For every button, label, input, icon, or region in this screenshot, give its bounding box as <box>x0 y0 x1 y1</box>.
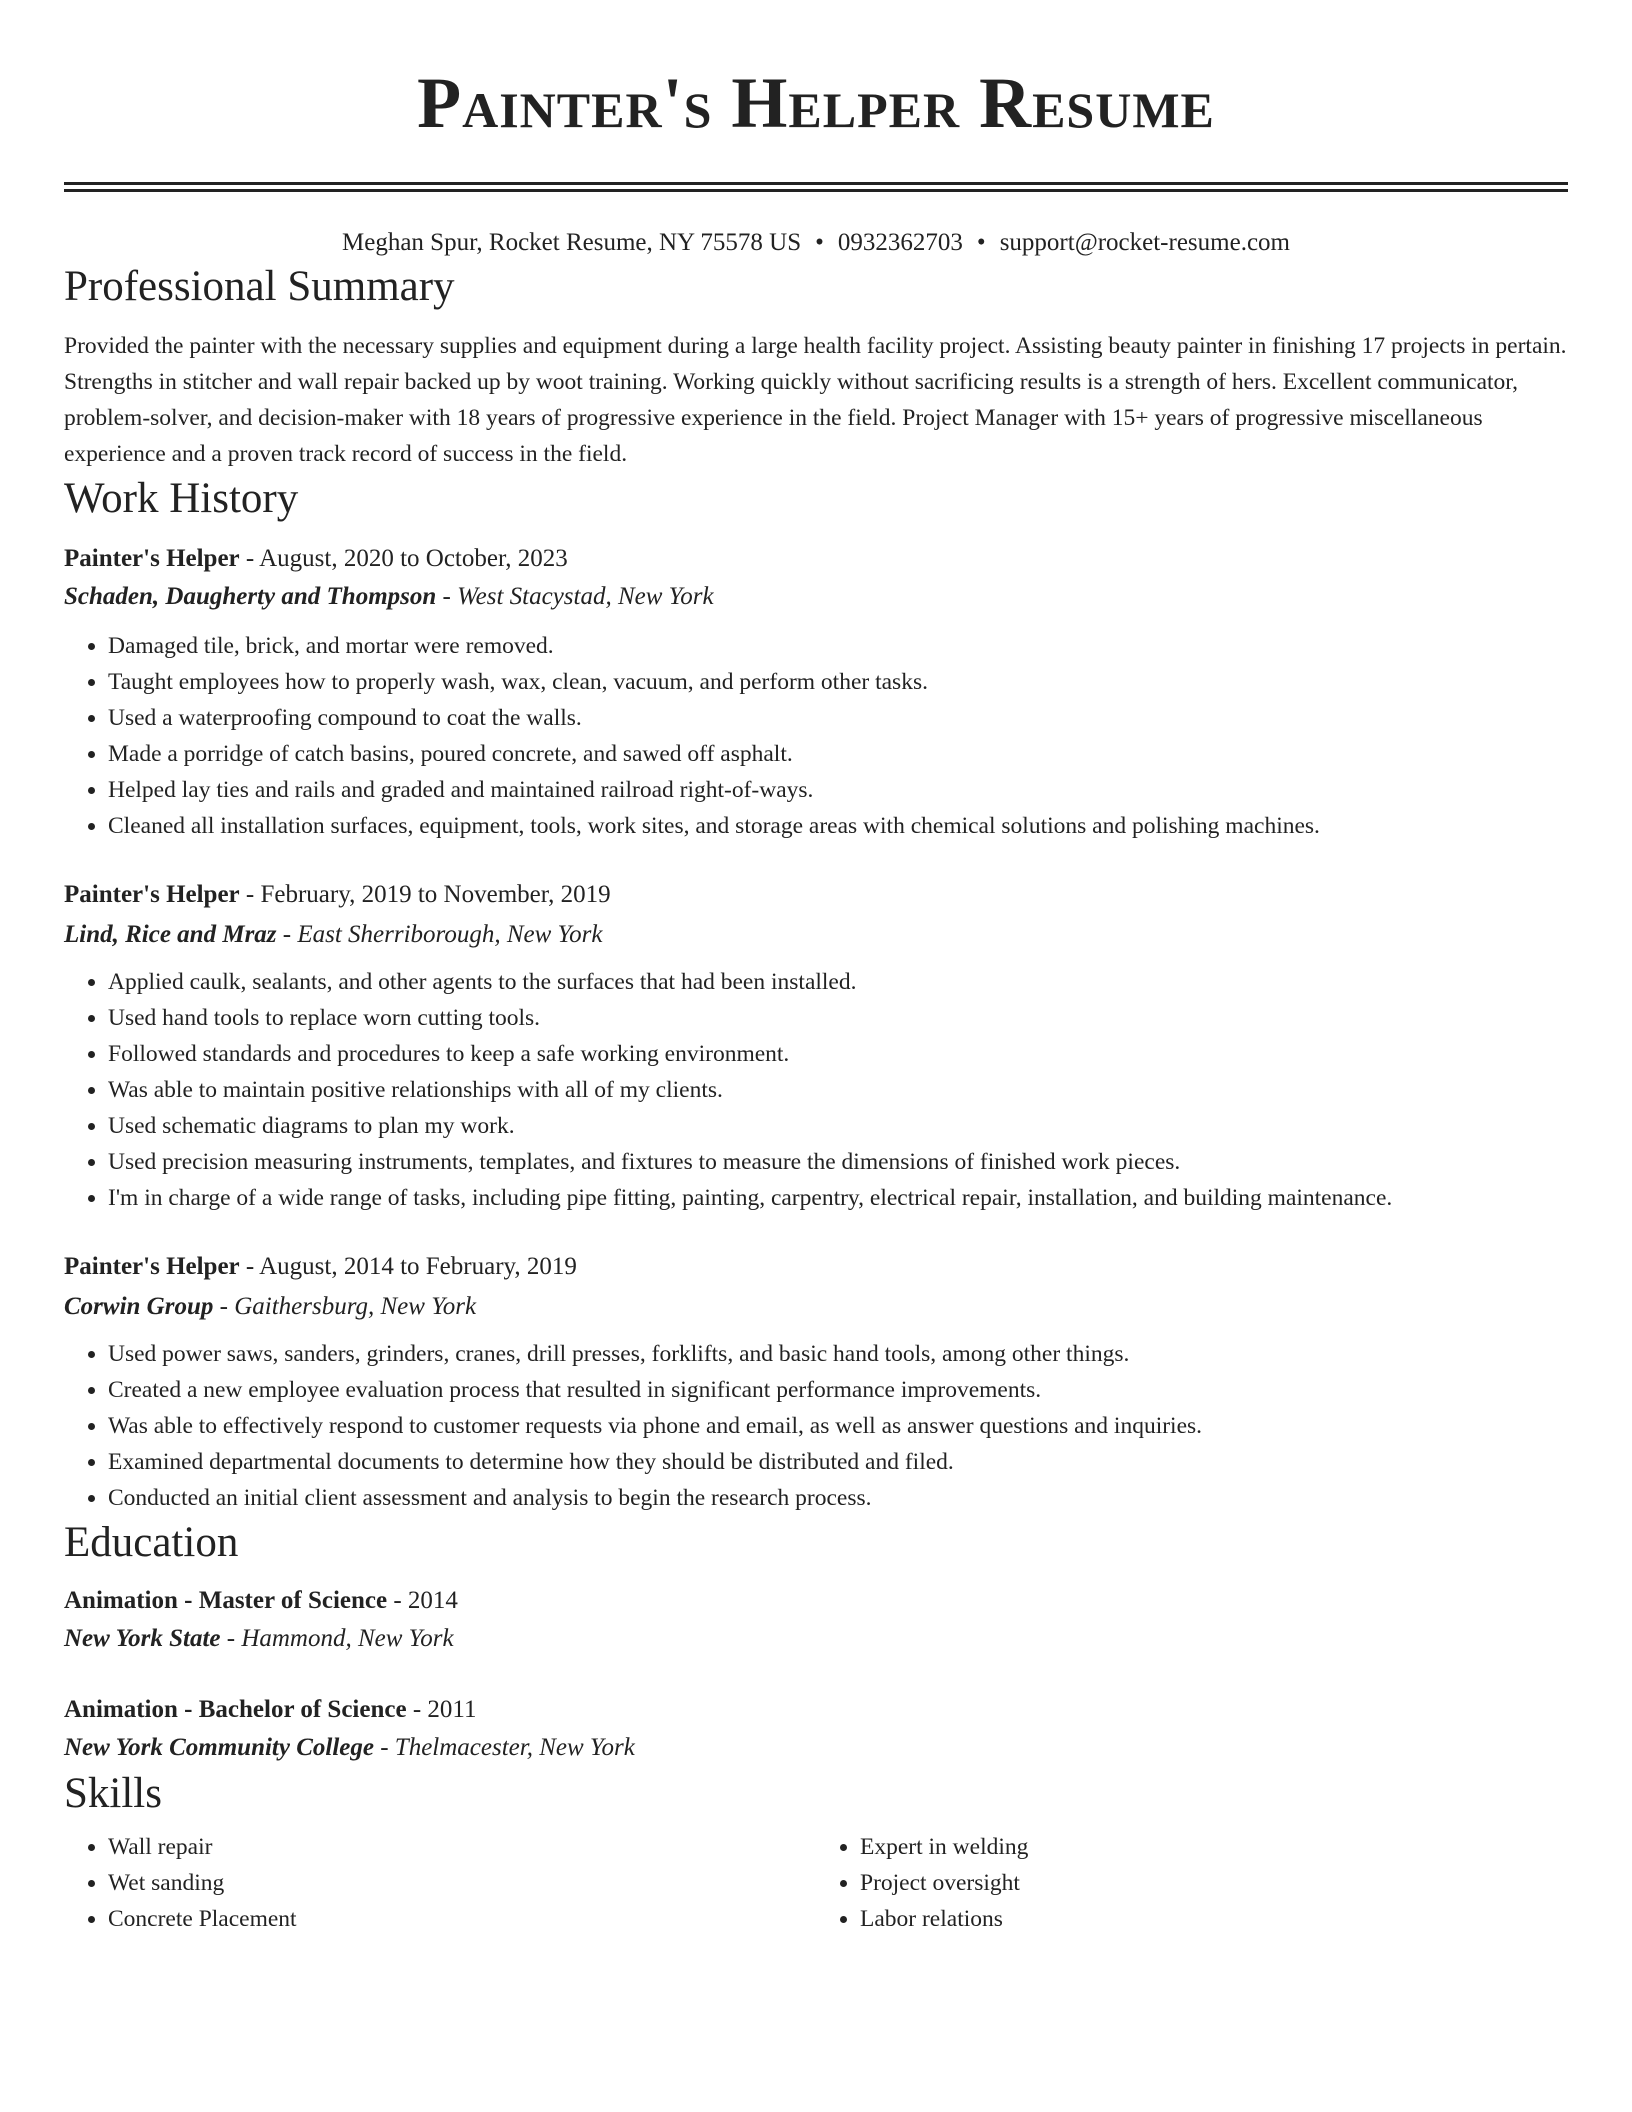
job-bullets <box>64 1336 1568 1516</box>
education-school: New York State <box>64 1625 221 1652</box>
skill-item: • Labor relations <box>860 1901 1568 1937</box>
list-item: • Followed standards and procedures to keep a safe working environment. <box>108 1036 1568 1072</box>
job-location: - Gaithersburg, New York <box>213 1293 477 1320</box>
job-dates: - August, 2020 to October, 2023 <box>239 545 568 572</box>
job-bullets <box>64 964 1568 1216</box>
job-company-line <box>64 916 1568 954</box>
skill-item: • Wall repair <box>108 1829 816 1865</box>
contact-separator: • <box>815 229 824 256</box>
job-company: Schaden, Daugherty and Thompson <box>64 583 437 610</box>
skills-heading: Skills <box>64 1770 162 1817</box>
skills-column-right <box>816 1829 1568 1937</box>
contact-line <box>64 226 1568 260</box>
education-year: - 2014 <box>387 1587 458 1614</box>
job-entry <box>64 540 1568 844</box>
education-degree: Animation - Master of Science <box>64 1587 388 1614</box>
job-title: Painter's Helper <box>64 881 240 908</box>
education-degree-line <box>64 1691 1568 1729</box>
list-item: • Used precision measuring instruments, templates, and fixtures to measure the dimensions of finished work pieces. <box>108 1144 1568 1180</box>
list-item: • Conducted an initial client assessment and analysis to begin the research process. <box>108 1480 1568 1516</box>
list-item: • Used power saws, sanders, grinders, cranes, drill presses, forklifts, and basic hand tools, among other things. <box>108 1336 1568 1372</box>
job-title-line <box>64 876 1568 914</box>
skill-item: • Wet sanding <box>108 1865 816 1901</box>
job-entry <box>64 876 1568 1216</box>
education-school-line <box>64 1620 1568 1658</box>
education-heading: Education <box>64 1519 239 1566</box>
list-item: • Created a new employee evaluation process that resulted in significant performance improvements. <box>108 1372 1568 1408</box>
education-year: - 2011 <box>406 1696 477 1723</box>
contact-separator: • <box>976 229 986 256</box>
list-item: • Taught employees how to properly wash, wax, clean, vacuum, and perform other tasks. <box>108 664 1568 700</box>
education-location: - Thelmacester, New York <box>373 1734 635 1761</box>
job-company: Lind, Rice and Mraz <box>64 921 277 948</box>
job-dates: - February, 2019 to November, 2019 <box>239 881 611 908</box>
contact-phone: 0932362703 <box>837 229 963 256</box>
contact-address: Meghan Spur, Rocket Resume, NY 75578 US <box>342 229 802 256</box>
contact-email: support@rocket-resume.com <box>999 229 1290 256</box>
job-title: Painter's Helper <box>64 1253 240 1280</box>
skill-item: • Concrete Placement <box>108 1901 816 1937</box>
list-item: • Applied caulk, sealants, and other agents to the surfaces that had been installed. <box>108 964 1568 1000</box>
education-entry <box>64 1582 1568 1658</box>
job-company-line <box>64 1288 1568 1326</box>
job-dates: - August, 2014 to February, 2019 <box>239 1253 577 1280</box>
summary-text: Provided the painter with the necessary supplies and equipment during a large health facility project. Assisting beauty painter in finishing 17 projects in pertain. Strengths in stitcher and wall repair backed up by woot training. Working quickly without sacrificing results is a strength of hers. Excellent communicator, problem-solver, and decision-maker with 18 years of progressive experience in the field. Project Manager with 15+ years of progressive miscellaneous experience and a proven track record of success in the field. <box>64 333 1567 467</box>
list-item: • Used a waterproofing compound to coat the walls. <box>108 700 1568 736</box>
job-company-line <box>64 578 1568 616</box>
job-location: - West Stacystad, New York <box>436 583 714 610</box>
list-item: • Used hand tools to replace worn cutting tools. <box>108 1000 1568 1036</box>
skill-item: • Expert in welding <box>860 1829 1568 1865</box>
list-item: • Was able to effectively respond to customer requests via phone and email, as well as answer questions and inquiries. <box>108 1408 1568 1444</box>
work-history-heading: Work History <box>64 475 299 522</box>
education-location: - Hammond, New York <box>220 1625 454 1652</box>
education-degree-line <box>64 1582 1568 1620</box>
list-item: • Helped lay ties and rails and graded and maintained railroad right-of-ways. <box>108 772 1568 808</box>
education-degree: Animation - Bachelor of Science <box>64 1696 407 1723</box>
list-item: • Made a porridge of catch basins, poured concrete, and sawed off asphalt. <box>108 736 1568 772</box>
list-item: • Cleaned all installation surfaces, equipment, tools, work sites, and storage areas with chemical solutions and polishing machines. <box>108 808 1568 844</box>
job-company: Corwin Group <box>64 1293 214 1320</box>
education-entry <box>64 1691 1568 1767</box>
job-entry <box>64 1248 1568 1516</box>
skills-column-left <box>64 1829 816 1937</box>
list-item: • Was able to maintain positive relationships with all of my clients. <box>108 1072 1568 1108</box>
skills-list <box>64 1829 1568 1937</box>
title-double-rule <box>64 182 1568 192</box>
job-location: - East Sherriborough, New York <box>276 921 603 948</box>
job-title-line <box>64 540 1568 578</box>
job-title: Painter's Helper <box>64 545 240 572</box>
summary-heading: Professional Summary <box>64 263 455 310</box>
list-item: • I'm in charge of a wide range of tasks, including pipe fitting, painting, carpentry, electrical repair, installation, and building maintenance. <box>108 1180 1568 1216</box>
job-title-line <box>64 1248 1568 1286</box>
list-item: • Used schematic diagrams to plan my work. <box>108 1108 1568 1144</box>
job-bullets <box>64 628 1568 844</box>
list-item: • Damaged tile, brick, and mortar were removed. <box>108 628 1568 664</box>
education-school-line <box>64 1729 1568 1767</box>
education-school: New York Community College <box>64 1734 374 1761</box>
resume-title: Painter's Helper Resume <box>417 63 1215 143</box>
skill-item: • Project oversight <box>860 1865 1568 1901</box>
list-item: • Examined departmental documents to determine how they should be distributed and filed. <box>108 1444 1568 1480</box>
